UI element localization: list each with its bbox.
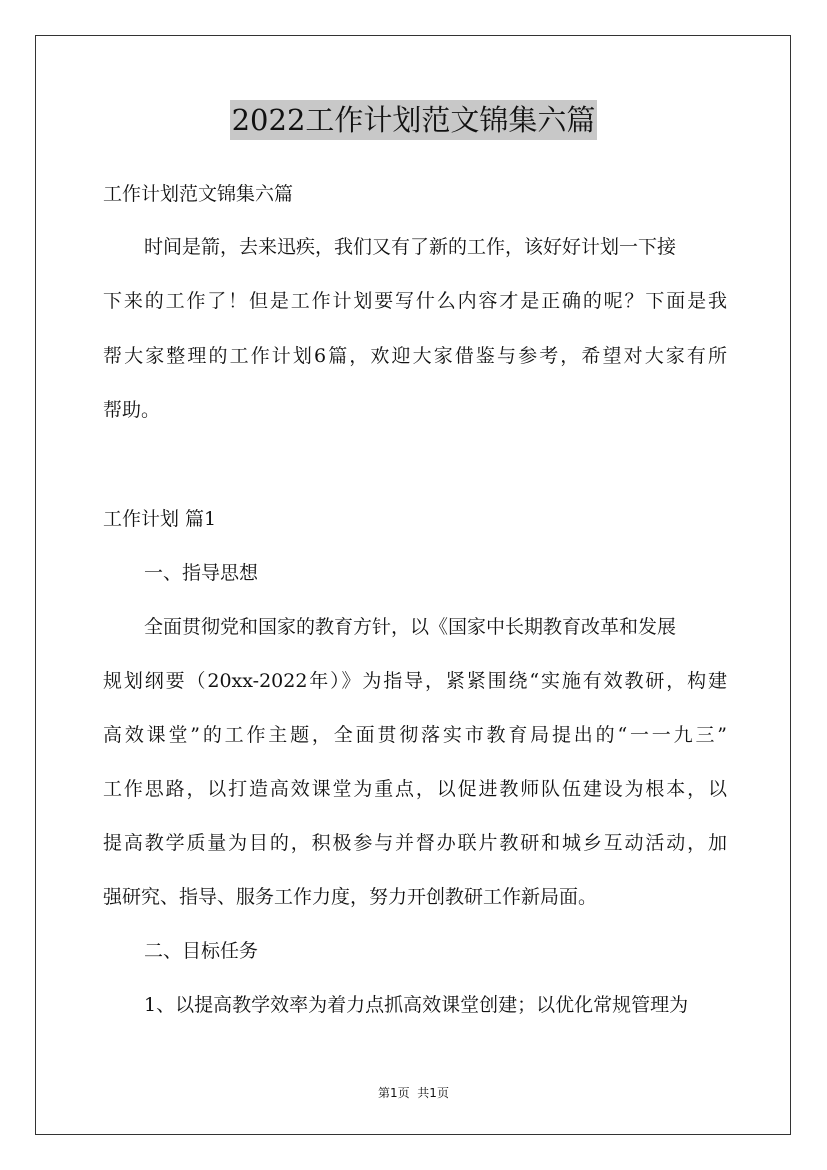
intro-line: 帮大家整理的工作计划6篇，欢迎大家借鉴与参考，希望对大家有所 xyxy=(103,345,727,367)
heading-goals: 二、目标任务 xyxy=(144,940,259,962)
intro-line: 时间是箭，去来迅疾，我们又有了新的工作，该好好计划一下接 xyxy=(144,236,677,258)
section-title: 工作计划 篇1 xyxy=(103,508,217,530)
paragraph-line: 1、以提高教学效率为着力点抓高效课堂创建；以优化常规管理为 xyxy=(144,994,689,1016)
heading-guiding-thought: 一、指导思想 xyxy=(144,562,259,584)
intro-line: 下来的工作了！但是工作计划要写什么内容才是正确的呢？下面是我 xyxy=(103,290,727,312)
paragraph-line: 强研究、指导、服务工作力度，努力开创教研工作新局面。 xyxy=(103,886,598,908)
paragraph-line: 提高教学质量为目的，积极参与并督办联片教研和城乡互动活动，加 xyxy=(103,832,727,854)
page-footer: 第1页 共1页 xyxy=(378,1086,449,1100)
paragraph-line: 全面贯彻党和国家的教育方针，以《国家中长期教育改革和发展 xyxy=(144,616,677,638)
paragraph-line: 高效课堂”的工作主题，全面贯彻落实市教育局提出的“一一九三” xyxy=(103,724,727,746)
paragraph-line: 规划纲要（20xx-2022年）》为指导，紧紧围绕“实施有效教研，构建 xyxy=(103,670,727,692)
document-title: 2022工作计划范文锦集六篇 xyxy=(0,100,827,140)
intro-line: 帮助。 xyxy=(103,399,161,421)
document-subtitle: 工作计划范文锦集六篇 xyxy=(103,183,294,205)
paragraph-line: 工作思路，以打造高效课堂为重点，以促进教师队伍建设为根本，以 xyxy=(103,778,727,800)
